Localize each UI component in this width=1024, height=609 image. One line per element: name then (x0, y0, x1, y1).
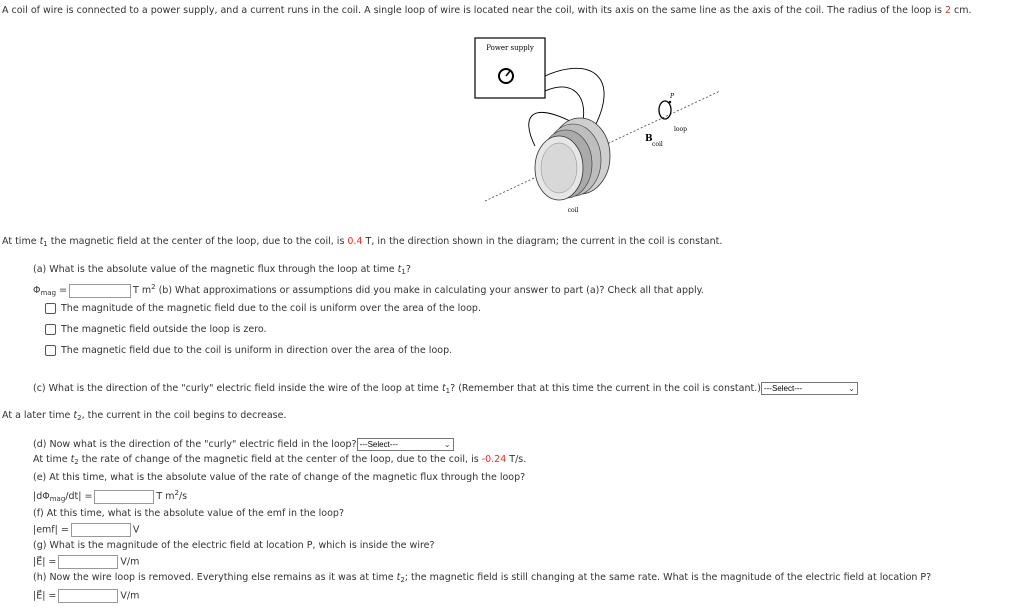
checkbox-uniform-magnitude[interactable] (45, 303, 56, 314)
part-c-select[interactable]: ---Select--- ⌄ (761, 382, 858, 395)
part-g-answer-row: |E⃗| = V/m (33, 556, 140, 568)
radius-value: 2 (944, 5, 952, 16)
loop-label: loop (674, 126, 687, 133)
lead-wire (545, 68, 604, 126)
part-e-question: (e) At this time, what is the absolute value of the rate of change of the magnetic flux through the loop? (33, 472, 526, 483)
chevron-down-icon: ⌄ (443, 440, 451, 449)
field-at-p-input[interactable] (58, 555, 118, 569)
flux-rate-input[interactable] (94, 490, 154, 504)
coil-shape (535, 118, 610, 200)
chevron-down-icon: ⌄ (848, 384, 855, 393)
checkbox-uniform-direction[interactable] (45, 345, 56, 356)
rate-value: -0.24 (481, 454, 507, 465)
field-value: 0.4 (347, 236, 363, 247)
p-label: P (670, 93, 675, 100)
emf-input[interactable] (71, 523, 131, 537)
b-field-sub: coil (652, 141, 663, 148)
part-g-question: (g) What is the magnitude of the electric field at location P, which is inside the wire? (33, 540, 435, 551)
point-p-marker (669, 101, 671, 103)
part-e-answer-row: $|d\Phi_{mag}/dt| = T$ $m^2/s$ (33, 489, 188, 503)
part-a-question: (a) What is the absolute value of the magnetic flux through the loop at time $t_1$? (33, 264, 411, 276)
part-a-answer-row: $\Phi_{mag} = T$ $m^2$ (b) What approximations or assumptions did you make in calculating your answer to part (a)? Check all that apply. (33, 283, 704, 297)
part-b-question: (b) What approximations or assumptions did you make in calculating your answer to part (a)? Check all that apply. (155, 285, 704, 296)
b-field-label: B (645, 134, 653, 144)
checkbox-field-outside-zero[interactable] (45, 324, 56, 335)
option-field-outside-zero[interactable]: The magnetic field outside the loop is zero. (45, 324, 267, 335)
part-c-question: (c) What is the direction of the "curly" electric field inside the wire of the loop at time $t_1$? (Remember that at this time the current in the coil is constant.) ---Select--- ⌄ (33, 382, 858, 395)
part-d-question: (d) Now what is the direction of the "curly" electric field in the loop? ---Select--- ⌄ (33, 438, 454, 451)
part-h-answer-row: |E⃗| = V/m (33, 590, 140, 602)
part-f-question: (f) At this time, what is the absolute value of the emf in the loop? (33, 508, 344, 519)
part-f-answer-row: |emf| = V (33, 524, 140, 536)
coil-loop-diagram (470, 36, 730, 216)
power-supply-label: Power supply (486, 44, 534, 52)
option-uniform-magnitude[interactable]: The magnitude of the magnetic field due to the coil is uniform over the area of the loop. (45, 303, 481, 314)
t2-statement: At a later time $t_2$, the current in the coil begins to decrease. (2, 410, 287, 422)
coil-label: coil (567, 207, 579, 214)
part-d-select[interactable]: ---Select--- ⌄ (357, 438, 454, 451)
flux-input[interactable] (69, 284, 131, 298)
option-uniform-direction[interactable]: The magnetic field due to the coil is uniform in direction over the area of the loop. (45, 345, 452, 356)
part-h-question: (h) Now the wire loop is removed. Everything else remains as it was at time $t_2$; the magnetic field is still changing at the same rate. What is the magnitude of the electric field at location P? (33, 572, 932, 584)
part-d-rate: At time $t_2$ the rate of change of the magnetic field at the center of the loop, due to the coil, is -0.24 T/s. (33, 454, 527, 466)
intro-text: A coil of wire is connected to a power supply, and a current runs in the coil. A single loop of wire is located near the coil, with its axis on the same line as the axis of the coil. The radius of the loop is 2 cm. (2, 5, 972, 16)
t1-statement: At time $t_1$ the magnetic field at the center of the loop, due to the coil, is 0.4 T, in the direction shown in the diagram; the current in the coil is constant. (2, 236, 723, 248)
field-no-loop-input[interactable] (58, 589, 118, 603)
wire-loop (659, 101, 671, 119)
